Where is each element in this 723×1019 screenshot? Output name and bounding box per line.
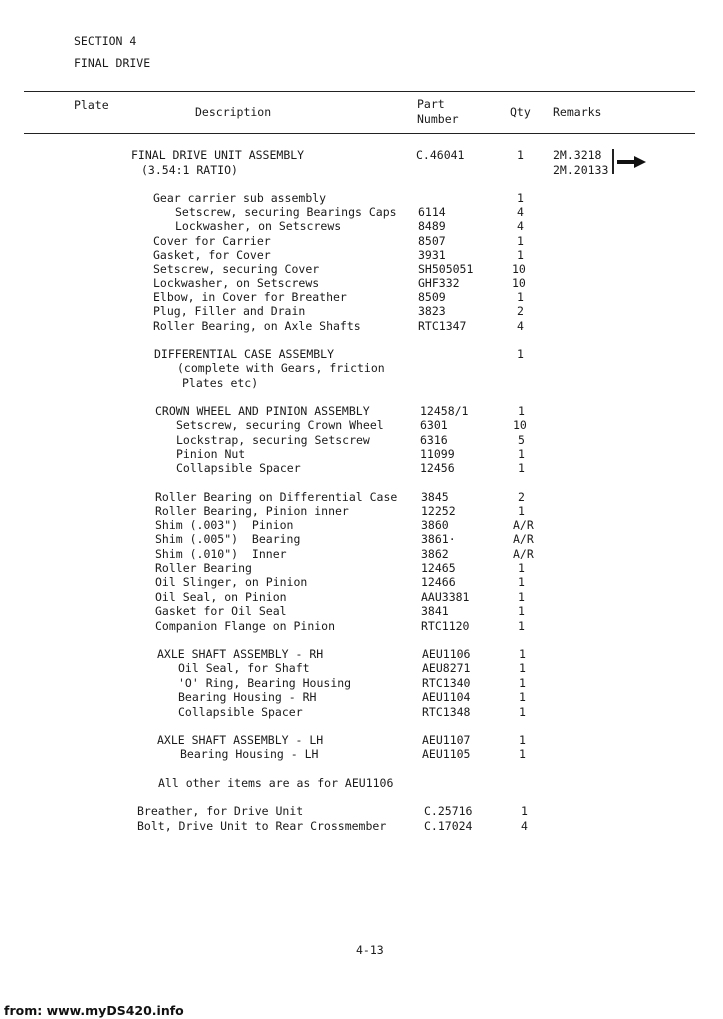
item-qty: 1 bbox=[517, 248, 524, 262]
table-row bbox=[0, 191, 723, 205]
table-row bbox=[0, 447, 723, 461]
item-description: DIFFERENTIAL CASE ASSEMBLY bbox=[154, 347, 335, 361]
item-part-number: 3823 bbox=[418, 304, 446, 318]
table-row bbox=[0, 319, 723, 333]
item-description: Breather, for Drive Unit bbox=[137, 804, 304, 818]
item-description: Lockwasher, on Setscrews bbox=[175, 219, 342, 233]
item-description: Roller Bearing bbox=[155, 561, 252, 575]
table-row bbox=[0, 361, 723, 375]
table-row bbox=[0, 604, 723, 618]
item-description: AXLE SHAFT ASSEMBLY - RH bbox=[157, 647, 324, 661]
item-description: Gasket, for Cover bbox=[153, 248, 271, 262]
table-row bbox=[0, 561, 723, 575]
part-number-header-line2: Number bbox=[417, 112, 459, 126]
item-qty: 1 bbox=[517, 347, 524, 361]
item-description: Shim (.003") Pinion bbox=[155, 518, 294, 532]
item-remarks: 2M.3218 bbox=[553, 148, 602, 162]
item-qty: 4 bbox=[521, 819, 528, 833]
remarks-bracket-line bbox=[612, 149, 614, 174]
item-note: All other items are as for AEU1106 bbox=[158, 776, 394, 790]
table-row bbox=[0, 290, 723, 304]
item-qty: 1 bbox=[517, 234, 524, 248]
item-description: Plug, Filler and Drain bbox=[153, 304, 306, 318]
item-part-number: AEU1107 bbox=[422, 733, 471, 747]
item-description: (complete with Gears, friction bbox=[177, 361, 385, 375]
item-part-number: RTC1340 bbox=[422, 676, 471, 690]
item-part-number: AEU1104 bbox=[422, 690, 471, 704]
item-description: Pinion Nut bbox=[176, 447, 246, 461]
item-description: Shim (.010") Inner bbox=[155, 547, 287, 561]
table-row bbox=[0, 248, 723, 262]
item-qty: 1 bbox=[518, 504, 525, 518]
item-description: Bearing Housing - RH bbox=[178, 690, 317, 704]
item-qty: 1 bbox=[518, 461, 525, 475]
item-part-number: RTC1348 bbox=[422, 705, 471, 719]
table-row bbox=[0, 804, 723, 818]
item-part-number: 11099 bbox=[420, 447, 455, 461]
page-number: 4-13 bbox=[356, 943, 384, 957]
item-qty: 1 bbox=[518, 604, 525, 618]
item-part-number: 3931 bbox=[418, 248, 446, 262]
item-description: Roller Bearing, Pinion inner bbox=[155, 504, 349, 518]
table-row bbox=[0, 575, 723, 589]
item-part-number: AAU3381 bbox=[421, 590, 470, 604]
table-row bbox=[0, 590, 723, 604]
qty-header: Qty bbox=[510, 105, 531, 119]
item-part-number: 3841 bbox=[421, 604, 449, 618]
table-row bbox=[0, 148, 723, 162]
table-row bbox=[0, 234, 723, 248]
item-qty: 10 bbox=[512, 262, 526, 276]
table-row bbox=[0, 690, 723, 704]
item-description: CROWN WHEEL AND PINION ASSEMBLY bbox=[155, 404, 370, 418]
item-description: Cover for Carrier bbox=[153, 234, 271, 248]
item-description: Bearing Housing - LH bbox=[180, 747, 319, 761]
header-rule-top bbox=[24, 91, 695, 92]
item-qty: 10 bbox=[512, 276, 526, 290]
item-description: Companion Flange on Pinion bbox=[155, 619, 336, 633]
table-row bbox=[0, 504, 723, 518]
item-description: Roller Bearing on Differential Case bbox=[155, 490, 398, 504]
item-qty: A/R bbox=[513, 518, 534, 532]
item-qty: 1 bbox=[517, 191, 524, 205]
item-description: Plates etc) bbox=[182, 376, 259, 390]
remarks-header: Remarks bbox=[553, 105, 602, 119]
item-description: Elbow, in Cover for Breather bbox=[153, 290, 347, 304]
item-description: Setscrew, securing Cover bbox=[153, 262, 320, 276]
table-row bbox=[0, 461, 723, 475]
item-qty: 1 bbox=[517, 148, 524, 162]
item-description: Gasket for Oil Seal bbox=[155, 604, 287, 618]
section-label: SECTION 4 bbox=[74, 34, 137, 48]
table-row bbox=[0, 205, 723, 219]
item-part-number: C.46041 bbox=[416, 148, 465, 162]
item-qty: 1 bbox=[519, 690, 526, 704]
table-row bbox=[0, 347, 723, 361]
item-qty: 1 bbox=[519, 747, 526, 761]
header-rule-bottom bbox=[24, 133, 695, 134]
item-qty: 4 bbox=[517, 319, 524, 333]
item-part-number: 6114 bbox=[418, 205, 446, 219]
item-part-number: C.17024 bbox=[424, 819, 473, 833]
item-part-number: 12458/1 bbox=[420, 404, 469, 418]
item-description: 'O' Ring, Bearing Housing bbox=[178, 676, 352, 690]
item-part-number: AEU1105 bbox=[422, 747, 471, 761]
item-part-number: 12466 bbox=[421, 575, 456, 589]
table-row bbox=[0, 163, 723, 177]
description-header: Description bbox=[195, 105, 272, 119]
item-qty: 10 bbox=[513, 418, 527, 432]
item-qty: 5 bbox=[518, 433, 525, 447]
item-qty: 1 bbox=[518, 447, 525, 461]
item-qty: 1 bbox=[519, 676, 526, 690]
item-part-number: 12252 bbox=[421, 504, 456, 518]
item-description: Oil Seal, for Shaft bbox=[178, 661, 310, 675]
item-part-number: 8509 bbox=[418, 290, 446, 304]
item-part-number: 6301 bbox=[420, 418, 448, 432]
item-part-number: AEU1106 bbox=[422, 647, 471, 661]
item-description: Roller Bearing, on Axle Shafts bbox=[153, 319, 361, 333]
item-part-number: 6316 bbox=[420, 433, 448, 447]
table-row bbox=[0, 776, 723, 790]
table-row bbox=[0, 819, 723, 833]
item-qty: 4 bbox=[517, 219, 524, 233]
item-description: (3.54:1 RATIO) bbox=[141, 163, 238, 177]
table-row bbox=[0, 376, 723, 390]
item-qty: 2 bbox=[517, 304, 524, 318]
source-footer: from: www.myDS420.info bbox=[4, 1003, 184, 1018]
item-qty: 1 bbox=[519, 705, 526, 719]
item-part-number: 12456 bbox=[420, 461, 455, 475]
item-qty: 1 bbox=[517, 290, 524, 304]
item-part-number: 3845 bbox=[421, 490, 449, 504]
item-part-number: AEU8271 bbox=[422, 661, 471, 675]
item-remarks: 2M.20133 bbox=[553, 163, 609, 177]
table-row bbox=[0, 747, 723, 761]
item-part-number: RTC1120 bbox=[421, 619, 470, 633]
item-part-number: 8507 bbox=[418, 234, 446, 248]
table-row bbox=[0, 661, 723, 675]
item-qty: 1 bbox=[521, 804, 528, 818]
item-qty: 1 bbox=[518, 404, 525, 418]
item-description: Oil Seal, on Pinion bbox=[155, 590, 287, 604]
table-row bbox=[0, 262, 723, 276]
item-description: Shim (.005") Bearing bbox=[155, 532, 301, 546]
item-qty: 1 bbox=[519, 733, 526, 747]
item-part-number: 3861· bbox=[421, 532, 456, 546]
table-row bbox=[0, 418, 723, 432]
item-description: Bolt, Drive Unit to Rear Crossmember bbox=[137, 819, 387, 833]
plate-header: Plate bbox=[74, 98, 109, 112]
item-description: Oil Slinger, on Pinion bbox=[155, 575, 308, 589]
table-row bbox=[0, 619, 723, 633]
part-number-header-line1: Part bbox=[417, 97, 445, 111]
table-row bbox=[0, 518, 723, 532]
item-description: Setscrew, securing Bearings Caps bbox=[175, 205, 397, 219]
item-qty: 1 bbox=[519, 661, 526, 675]
item-part-number: GHF332 bbox=[418, 276, 460, 290]
item-description: Setscrew, securing Crown Wheel bbox=[176, 418, 384, 432]
item-qty: A/R bbox=[513, 547, 534, 561]
item-part-number: 3862 bbox=[421, 547, 449, 561]
item-description: FINAL DRIVE UNIT ASSEMBLY bbox=[131, 148, 305, 162]
table-row bbox=[0, 705, 723, 719]
table-row bbox=[0, 219, 723, 233]
item-description: Lockwasher, on Setscrews bbox=[153, 276, 320, 290]
table-row bbox=[0, 733, 723, 747]
table-row bbox=[0, 490, 723, 504]
table-row bbox=[0, 433, 723, 447]
item-qty: A/R bbox=[513, 532, 534, 546]
table-row bbox=[0, 404, 723, 418]
item-qty: 1 bbox=[518, 575, 525, 589]
table-row bbox=[0, 547, 723, 561]
item-qty: 1 bbox=[518, 619, 525, 633]
item-part-number: 8489 bbox=[418, 219, 446, 233]
item-qty: 2 bbox=[518, 490, 525, 504]
arrow-right-icon bbox=[617, 155, 647, 169]
table-row bbox=[0, 276, 723, 290]
item-qty: 4 bbox=[517, 205, 524, 219]
table-row bbox=[0, 676, 723, 690]
item-description: Gear carrier sub assembly bbox=[153, 191, 327, 205]
item-qty: 1 bbox=[518, 590, 525, 604]
item-part-number: 12465 bbox=[421, 561, 456, 575]
item-description: AXLE SHAFT ASSEMBLY - LH bbox=[157, 733, 324, 747]
item-part-number: 3860 bbox=[421, 518, 449, 532]
item-part-number: RTC1347 bbox=[418, 319, 467, 333]
item-description: Collapsible Spacer bbox=[176, 461, 301, 475]
table-row bbox=[0, 304, 723, 318]
item-part-number: SH505051 bbox=[418, 262, 474, 276]
item-qty: 1 bbox=[518, 561, 525, 575]
item-qty: 1 bbox=[519, 647, 526, 661]
table-row bbox=[0, 532, 723, 546]
table-row bbox=[0, 647, 723, 661]
page-title: FINAL DRIVE bbox=[74, 56, 151, 70]
item-description: Collapsible Spacer bbox=[178, 705, 303, 719]
item-part-number: C.25716 bbox=[424, 804, 473, 818]
item-description: Lockstrap, securing Setscrew bbox=[176, 433, 370, 447]
